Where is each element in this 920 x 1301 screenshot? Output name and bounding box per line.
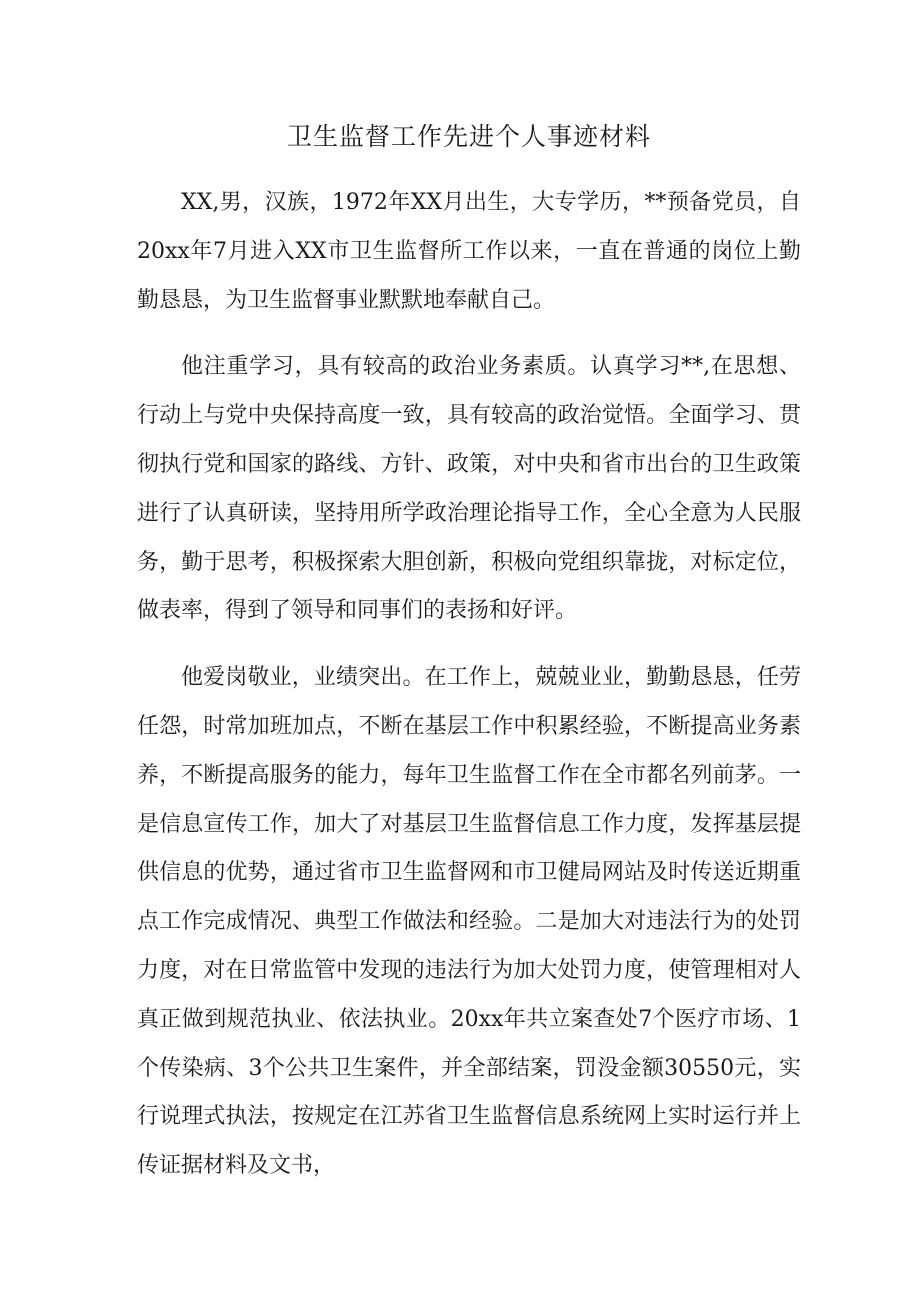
paragraph-study: 他注重学习，具有较高的政治业务素质。认真学习**,在思想、行动上与党中央保持高度一致，具有较高的政治觉悟。全面学习、贯彻执行党和国家的路线、方针、政策，对中央和省市出台的卫生政策进行了认真研读，坚持用所学政治理论指导工作，全心全意为人民服务，勤于思考，积极探索大胆创新，积极向党组织靠拢，对标定位，做表率，得到了领导和同事们的表扬和好评。 bbox=[137, 354, 801, 624]
paragraph-introduction: XX,男，汉族，1972年XX月出生，大专学历，**预备党员，自20xx年7月进入XX市卫生监督所工作以来，一直在普通的岗位上勤勤恳恳，为卫生监督事业默默地奉献自己。 bbox=[137, 190, 801, 313]
document-body bbox=[137, 117, 801, 1191]
paragraph-work-performance: 他爱岗敬业，业绩突出。在工作上，兢兢业业，勤勤恳恳，任劳任怨，时常加班加点，不断在基层工作中积累经验，不断提高业务素养，不断提高服务的能力，每年卫生监督工作在全市都名列前茅。一是信息宣传工作，加大了对基层卫生监督信息工作力度，发挥基层提供信息的优势，通过省市卫生监督网和市卫健局网站及时传送近期重点工作完成情况、典型工作做法和经验。二是加大对违法行为的处罚力度，对在日常监管中发现的违法行为加大处罚力度，使管理相对人真正做到规范执业、依法执业。20xx年共立案查处7个医疗市场、1个传染病、3个公共卫生案件，并全部结案，罚没金额30550元，实行说理式执法，按规定在江苏省卫生监督信息系统网上实时运行并上传证据材料及文书， bbox=[137, 665, 801, 1179]
document-title: 卫生监督工作先进个人事迹材料 bbox=[286, 122, 651, 151]
